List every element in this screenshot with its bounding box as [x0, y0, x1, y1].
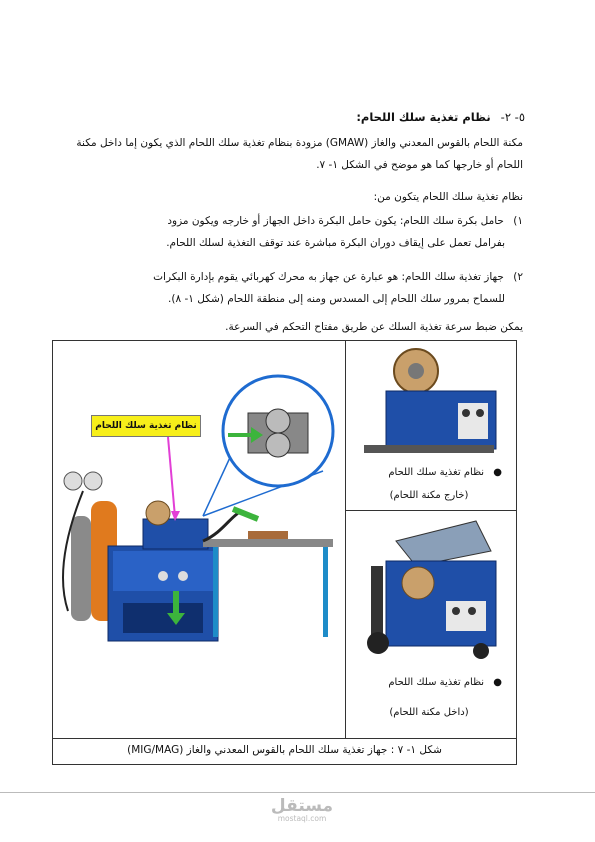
- list-text-continued: بفرامل تعمل على إيقاف دوران البكرة مباشرة عند توقف التغذية لسلك اللحام.: [166, 237, 505, 249]
- outside-label: [356, 463, 502, 483]
- components-intro: نظام تغذية سلك اللحام يتكون من:: [373, 191, 523, 203]
- welding-table: [203, 539, 333, 547]
- section-title: نظام تغذية سلك اللحام:: [356, 110, 491, 124]
- list-index: ١): [513, 215, 523, 227]
- knob-icon: [476, 409, 484, 417]
- knob-icon: [452, 607, 460, 615]
- section-number: ٥- ٢-: [500, 110, 525, 124]
- machine-lid: [396, 521, 491, 566]
- figure-panel-outside: [345, 340, 517, 511]
- welding-setup-illustration: [52, 340, 346, 739]
- outside-sub-label: (خارج مكنة اللحام): [389, 490, 469, 501]
- wheel-icon: [473, 643, 489, 659]
- knob-icon: [462, 409, 470, 417]
- inside-label-text: نظام تغذية سلك اللحام: [388, 677, 485, 688]
- inside-label: [356, 673, 502, 693]
- list-text: حامل بكرة سلك اللحام: يكون حامل البكرة داخل الجهاز أو خارجه ويكون مزود: [167, 215, 504, 227]
- drive-roller-icon: [266, 409, 290, 433]
- knob-icon: [178, 571, 188, 581]
- logo-arabic: مستقل: [270, 796, 334, 816]
- wire-feed-callout: نظام تغذية سلك اللحام: [91, 415, 201, 437]
- external-feeder-drawing: [346, 341, 516, 459]
- footer-divider: [0, 792, 595, 793]
- outside-label-text: نظام تغذية سلك اللحام: [388, 467, 485, 478]
- wire-spool-icon: [402, 567, 434, 599]
- drive-roller-icon: [266, 433, 290, 457]
- inside-sub-label: (داخل مكنة اللحام): [389, 707, 469, 718]
- logo-url: mostaql.com: [277, 814, 327, 823]
- figure-caption: شكل ١- ٧ : جهاز تغذية سلك اللحام بالقوس المعدني والغاز (MIG/MAG): [127, 744, 442, 756]
- bullet-icon: ●: [493, 467, 502, 478]
- welding-setup-drawing: [53, 341, 345, 738]
- internal-feeder-drawing: [346, 511, 516, 666]
- list-text-continued: للسماح بمرور سلك اللحام إلى المسدس ومنه إلى منطقة اللحام (شكل ١- ٨).: [168, 293, 505, 305]
- list-index: ٢): [513, 271, 523, 283]
- bullet-icon: ●: [493, 677, 502, 688]
- knob-icon: [158, 571, 168, 581]
- knob-icon: [468, 607, 476, 615]
- gas-cylinder-grey: [71, 516, 91, 621]
- speed-control-note: يمكن ضبط سرعة تغذية السلك عن طريق مفتاح التحكم في السرعة.: [225, 321, 523, 333]
- callout-pointer: [168, 437, 175, 517]
- workpiece: [248, 531, 288, 539]
- list-text: جهاز تغذية سلك اللحام: هو عبارة عن جهاز به محرك كهربائي يقوم بإدارة البكرات: [153, 271, 504, 283]
- figure-wire-feed: [52, 340, 517, 765]
- watermark-logo: [262, 796, 342, 823]
- wheel-icon: [367, 632, 389, 654]
- list-item-spool-holder: [68, 210, 523, 254]
- intro-paragraph: مكنة اللحام بالقوس المعدني والغاز (GMAW) مزودة بنظام تغذية سلك اللحام الذي يكون إما داخل مكنة اللحام أو خارجها كما هو موضح في الشكل ١- ٧.: [76, 137, 523, 171]
- section-heading: [70, 110, 525, 124]
- regulator-gauge-icon: [84, 472, 102, 490]
- figure-panel-inside: [345, 510, 517, 739]
- wire-spool-icon: [146, 501, 170, 525]
- regulator-gauge-icon: [64, 472, 82, 490]
- list-item-wire-feeder: [68, 266, 523, 310]
